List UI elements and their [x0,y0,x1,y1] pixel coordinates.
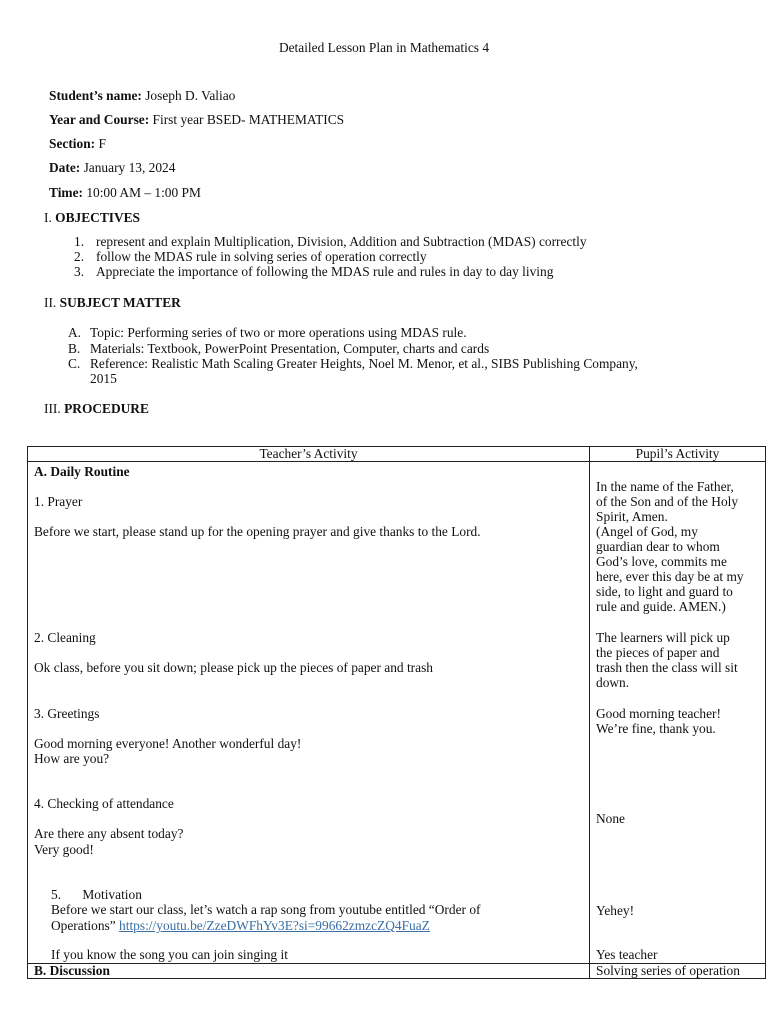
subject-letter: C. [68,356,81,371]
year-course-label: Year and Course: [49,112,150,127]
pupil-motivation: Yehey! [596,903,635,918]
section-line [49,136,106,151]
cleaning-title: 2. Cleaning [34,630,96,645]
pupil-singing: Yes teacher [596,947,658,962]
pupil-activity-header: Pupil’s Activity [590,447,766,462]
motivation-line [51,918,430,933]
teacher-activity-cell [28,462,590,964]
pupil-discussion-cell: Solving series of operation [590,964,766,979]
daily-routine-label: A. Daily Routine [34,464,130,479]
student-name-line [49,88,235,103]
pupil-prayer-line: guardian dear to whom [596,539,720,554]
objectives-heading [44,210,140,225]
subject-item [68,341,489,356]
greetings-title: 3. Greetings [34,706,100,721]
procedure-heading [44,401,149,416]
discussion-cell [28,964,590,979]
section-label: Section: [49,136,96,151]
pupil-cleaning-line: trash then the class will sit [596,660,738,675]
pupil-prayer-line: of the Son and of the Holy [596,494,739,509]
section-value: F [95,136,106,151]
pupil-activity-cell [590,462,766,964]
objectives-title: OBJECTIVES [55,210,141,225]
time-label: Time: [49,185,83,200]
objective-number: 1. [74,234,85,249]
attendance-line: Are there any absent today? [34,826,184,841]
objective-item [74,234,587,249]
document-title: Detailed Lesson Plan in Mathematics 4 [278,40,490,55]
greetings-line: Good morning everyone! Another wonderful day! [34,736,302,751]
objective-text: represent and explain Multiplication, Division, Addition and Subtraction (MDAS) correctly [96,234,587,249]
pupil-attendance: None [596,811,626,826]
motivation-line: Before we start our class, let’s watch a rap song from youtube entitled “Order of [51,902,481,917]
pupil-prayer-line: (Angel of God, my [596,524,698,539]
table-header-row [28,447,766,462]
date-value: January 13, 2024 [80,160,176,175]
attendance-title: 4. Checking of attendance [34,796,174,811]
subject-text: Materials: Textbook, PowerPoint Presentation, Computer, charts and cards [90,341,490,356]
objective-text: Appreciate the importance of following the MDAS rule and rules in day to day living [96,264,554,279]
time-line [49,185,201,200]
objective-number: 2. [74,249,85,264]
pupil-prayer-line: rule and guide. AMEN.) [596,599,726,614]
teacher-activity-header: Teacher’s Activity [28,447,590,462]
year-course-line [49,112,344,127]
motivation-line: If you know the song you can join singing it [51,947,288,962]
year-course-value: First year BSED- MATHEMATICS [149,112,345,127]
discussion-label: B. Discussion [34,963,110,978]
prayer-text: Before we start, please stand up for the opening prayer and give thanks to the Lord. [34,524,481,539]
pupil-prayer-line: Spirit, Amen. [596,509,668,524]
subject-item [68,325,467,340]
pupil-prayer-line: here, ever this day be at my [596,569,744,584]
cleaning-text: Ok class, before you sit down; please pick up the pieces of paper and trash [34,660,433,675]
procedure-table [27,446,766,979]
attendance-line: Very good! [34,842,94,857]
objective-item [74,249,427,264]
motivation-number: 5. [51,887,62,902]
pupil-greetings-line: Good morning teacher! [596,706,721,721]
objective-item [74,264,553,279]
subject-text: Topic: Performing series of two or more operations using MDAS rule. [90,325,467,340]
pupil-cleaning-line: The learners will pick up [596,630,730,645]
greetings-line: How are you? [34,751,110,766]
student-name-value: Joseph D. Valiao [141,88,236,103]
youtube-link[interactable]: https://youtu.be/ZzeDWFhYv3E?si=99662zmzcZQ4FuaZ [119,918,430,933]
student-name-label: Student’s name: [49,88,142,103]
pupil-cleaning-line: the pieces of paper and [596,645,720,660]
motivation-line-text: Operations” [51,918,120,933]
pupil-cleaning-line: down. [596,675,630,690]
pupil-prayer-line: God’s love, commits me [596,554,727,569]
time-value: 10:00 AM – 1:00 PM [82,185,201,200]
objective-text: follow the MDAS rule in solving series of operation correctly [96,249,427,264]
pupil-prayer-line: In the name of the Father, [596,479,734,494]
date-line [49,160,175,175]
motivation-title-line [51,887,142,902]
subject-text: Reference: Realistic Math Scaling Greater Heights, Noel M. Menor, et al., SIBS Publishing Company, [90,356,638,371]
procedure-numeral: III. [44,401,61,416]
pupil-prayer-line: side, to light and guard to [596,584,733,599]
procedure-title: PROCEDURE [64,401,149,416]
prayer-title: 1. Prayer [34,494,83,509]
subject-text-continued: 2015 [90,371,117,386]
pupil-greetings-line: We’re fine, thank you. [596,721,716,736]
objectives-numeral: I. [44,210,52,225]
subject-letter: B. [68,341,81,356]
daily-routine-row [28,462,766,964]
subject-matter-title: SUBJECT MATTER [59,295,181,310]
subject-letter: A. [68,325,82,340]
objective-number: 3. [74,264,85,279]
motivation-title: Motivation [82,887,142,902]
subject-item [68,356,638,371]
subject-matter-heading [44,295,181,310]
date-label: Date: [49,160,81,175]
discussion-row [28,964,766,979]
subject-matter-numeral: II. [44,295,57,310]
